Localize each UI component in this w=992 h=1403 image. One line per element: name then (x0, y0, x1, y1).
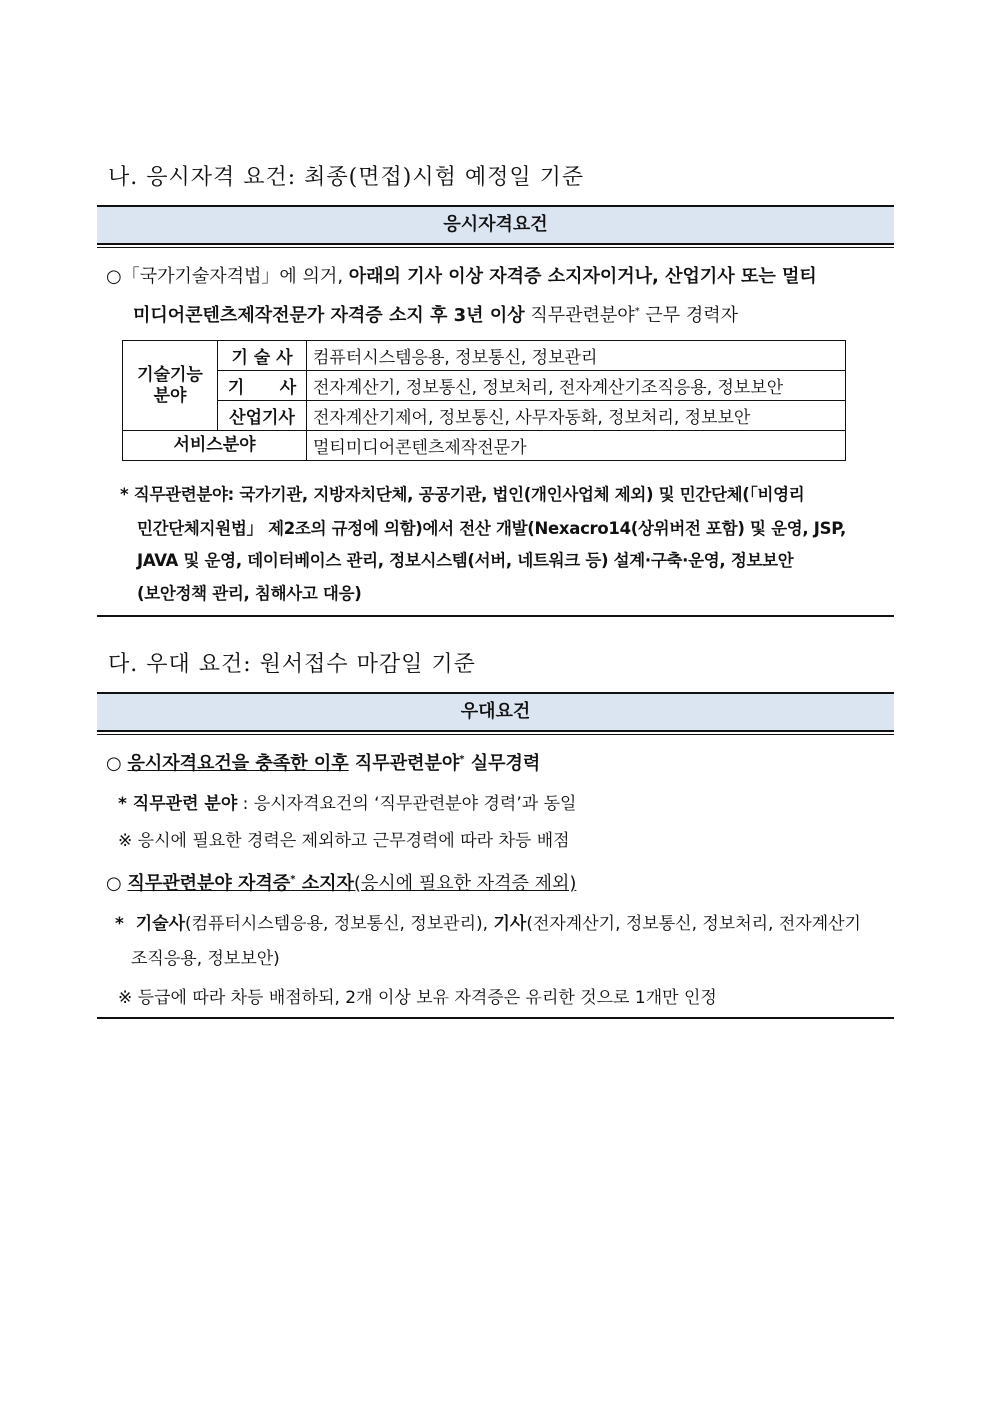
note-line-2: 민간단체지원법」 제2조의 규정에 의함)에서 전산 개발(Nexacro14(상위버전 포함) 및 운영, JSP, (137, 519, 846, 538)
bullet-circle: ○ (106, 753, 122, 774)
field-service: 서비스분야 (123, 431, 307, 461)
eligibility-bold-2: 미디어콘텐츠제작전문가 자격증 소지 후 3년 이상 (133, 305, 525, 326)
law-reference: 「국가기술자격법」에 의거, (121, 266, 349, 287)
note-star: * (115, 914, 136, 934)
grade-cell: 기 사 (218, 371, 307, 401)
items-cell: 전자계산기, 정보통신, 정보처리, 전자계산기조직응용, 정보보안 (307, 371, 846, 401)
section-divider (97, 615, 894, 617)
table-row (123, 431, 846, 461)
item2-note-line-2: 조직응용, 정보보안) (131, 949, 280, 969)
footnote-marker: * (634, 306, 640, 317)
eligibility-line-2 (133, 301, 738, 327)
section-da-title: 다. 우대 요건: 원서접수 마감일 기준 (108, 652, 476, 677)
item1-note-text: : 응시자격요건의 ‘직무관련분야 경력’과 동일 (237, 794, 577, 814)
note-text-gisa: (전자계산기, 정보통신, 정보처리, 전자계산기 (526, 914, 861, 934)
item1-underlined: 응시자격요건을 충족한 이후 (127, 753, 349, 774)
eligibility-end-2: 근무 경력자 (639, 305, 739, 326)
item2-remark: ※ 등급에 따라 차등 배점하되, 2개 이상 보유 자격증은 유리한 것으로 1개만 인정 (118, 988, 717, 1008)
items-cell: 컴퓨터시스템응용, 정보통신, 정보관리 (307, 341, 846, 371)
item2-note-line-1 (115, 909, 861, 934)
preference-item-1 (106, 749, 540, 775)
table-row (123, 401, 846, 431)
grade-cell: 산업기사 (218, 401, 307, 431)
note-line-3: JAVA 및 운영, 데이터베이스 관리, 정보시스템(서버, 네트워크 등) 설계·구축·운영, 정보보안 (137, 551, 794, 570)
note-text-tech: (컴퓨터시스템응용, 정보통신, 정보관리), (185, 914, 494, 934)
field-tech-line2: 분야 (153, 385, 187, 406)
table-row (123, 371, 846, 401)
eligibility-plain-2: 직무관련분야 (524, 305, 635, 326)
item2-bold: 직무관련분야 자격증 (127, 873, 291, 894)
eligibility-bold-1: 아래의 기사 이상 자격증 소지자이거나, 산업기사 또는 멀티 (348, 266, 817, 287)
field-tech-line1: 기술기능 (137, 364, 203, 385)
grade-cell: 기 술 사 (218, 341, 307, 371)
note-line-4: (보안정책 관리, 침해사고 대응) (137, 584, 362, 603)
eligibility-header: 응시자격요건 (97, 205, 894, 245)
table-row (123, 341, 846, 371)
section-divider (97, 1017, 894, 1019)
preference-item-2 (106, 869, 576, 895)
footnote-marker: * (290, 874, 296, 885)
item1-note (118, 789, 576, 814)
field-tech (123, 341, 218, 431)
certificate-table (122, 340, 846, 461)
items-cell: 전자계산기제어, 정보통신, 사무자동화, 정보처리, 정보보안 (307, 401, 846, 431)
item1-note-label: * 직무관련 분야 (118, 794, 238, 814)
bullet-circle: ○ (106, 266, 122, 287)
section-na-title: 나. 응시자격 요건: 최종(면접)시험 예정일 기준 (108, 165, 585, 190)
bullet-circle: ○ (106, 873, 122, 894)
eligibility-line-1 (106, 262, 817, 288)
item2-plain: (응시에 필요한 자격증 제외) (353, 873, 577, 894)
item1-end: 실무경력 (464, 753, 541, 774)
item2-bold2: 소지자 (295, 873, 354, 894)
note-bold-tech: 기술사 (135, 914, 186, 934)
footnote-marker: * (459, 754, 465, 765)
item1-rest: 직무관련분야 (348, 753, 460, 774)
note-bold-gisa: 기사 (493, 914, 527, 934)
item2-underline-wrap (127, 873, 576, 894)
note-line-1: * 직무관련분야: 국가기관, 지방자치단체, 공공기관, 법인(개인사업체 제외) 및 민간단체(「비영리 (120, 485, 805, 504)
items-cell: 멀티미디어콘텐츠제작전문가 (307, 431, 846, 461)
preference-header: 우대요건 (97, 692, 894, 732)
item1-remark: ※ 응시에 필요한 경력은 제외하고 근무경력에 따라 차등 배점 (118, 831, 570, 851)
